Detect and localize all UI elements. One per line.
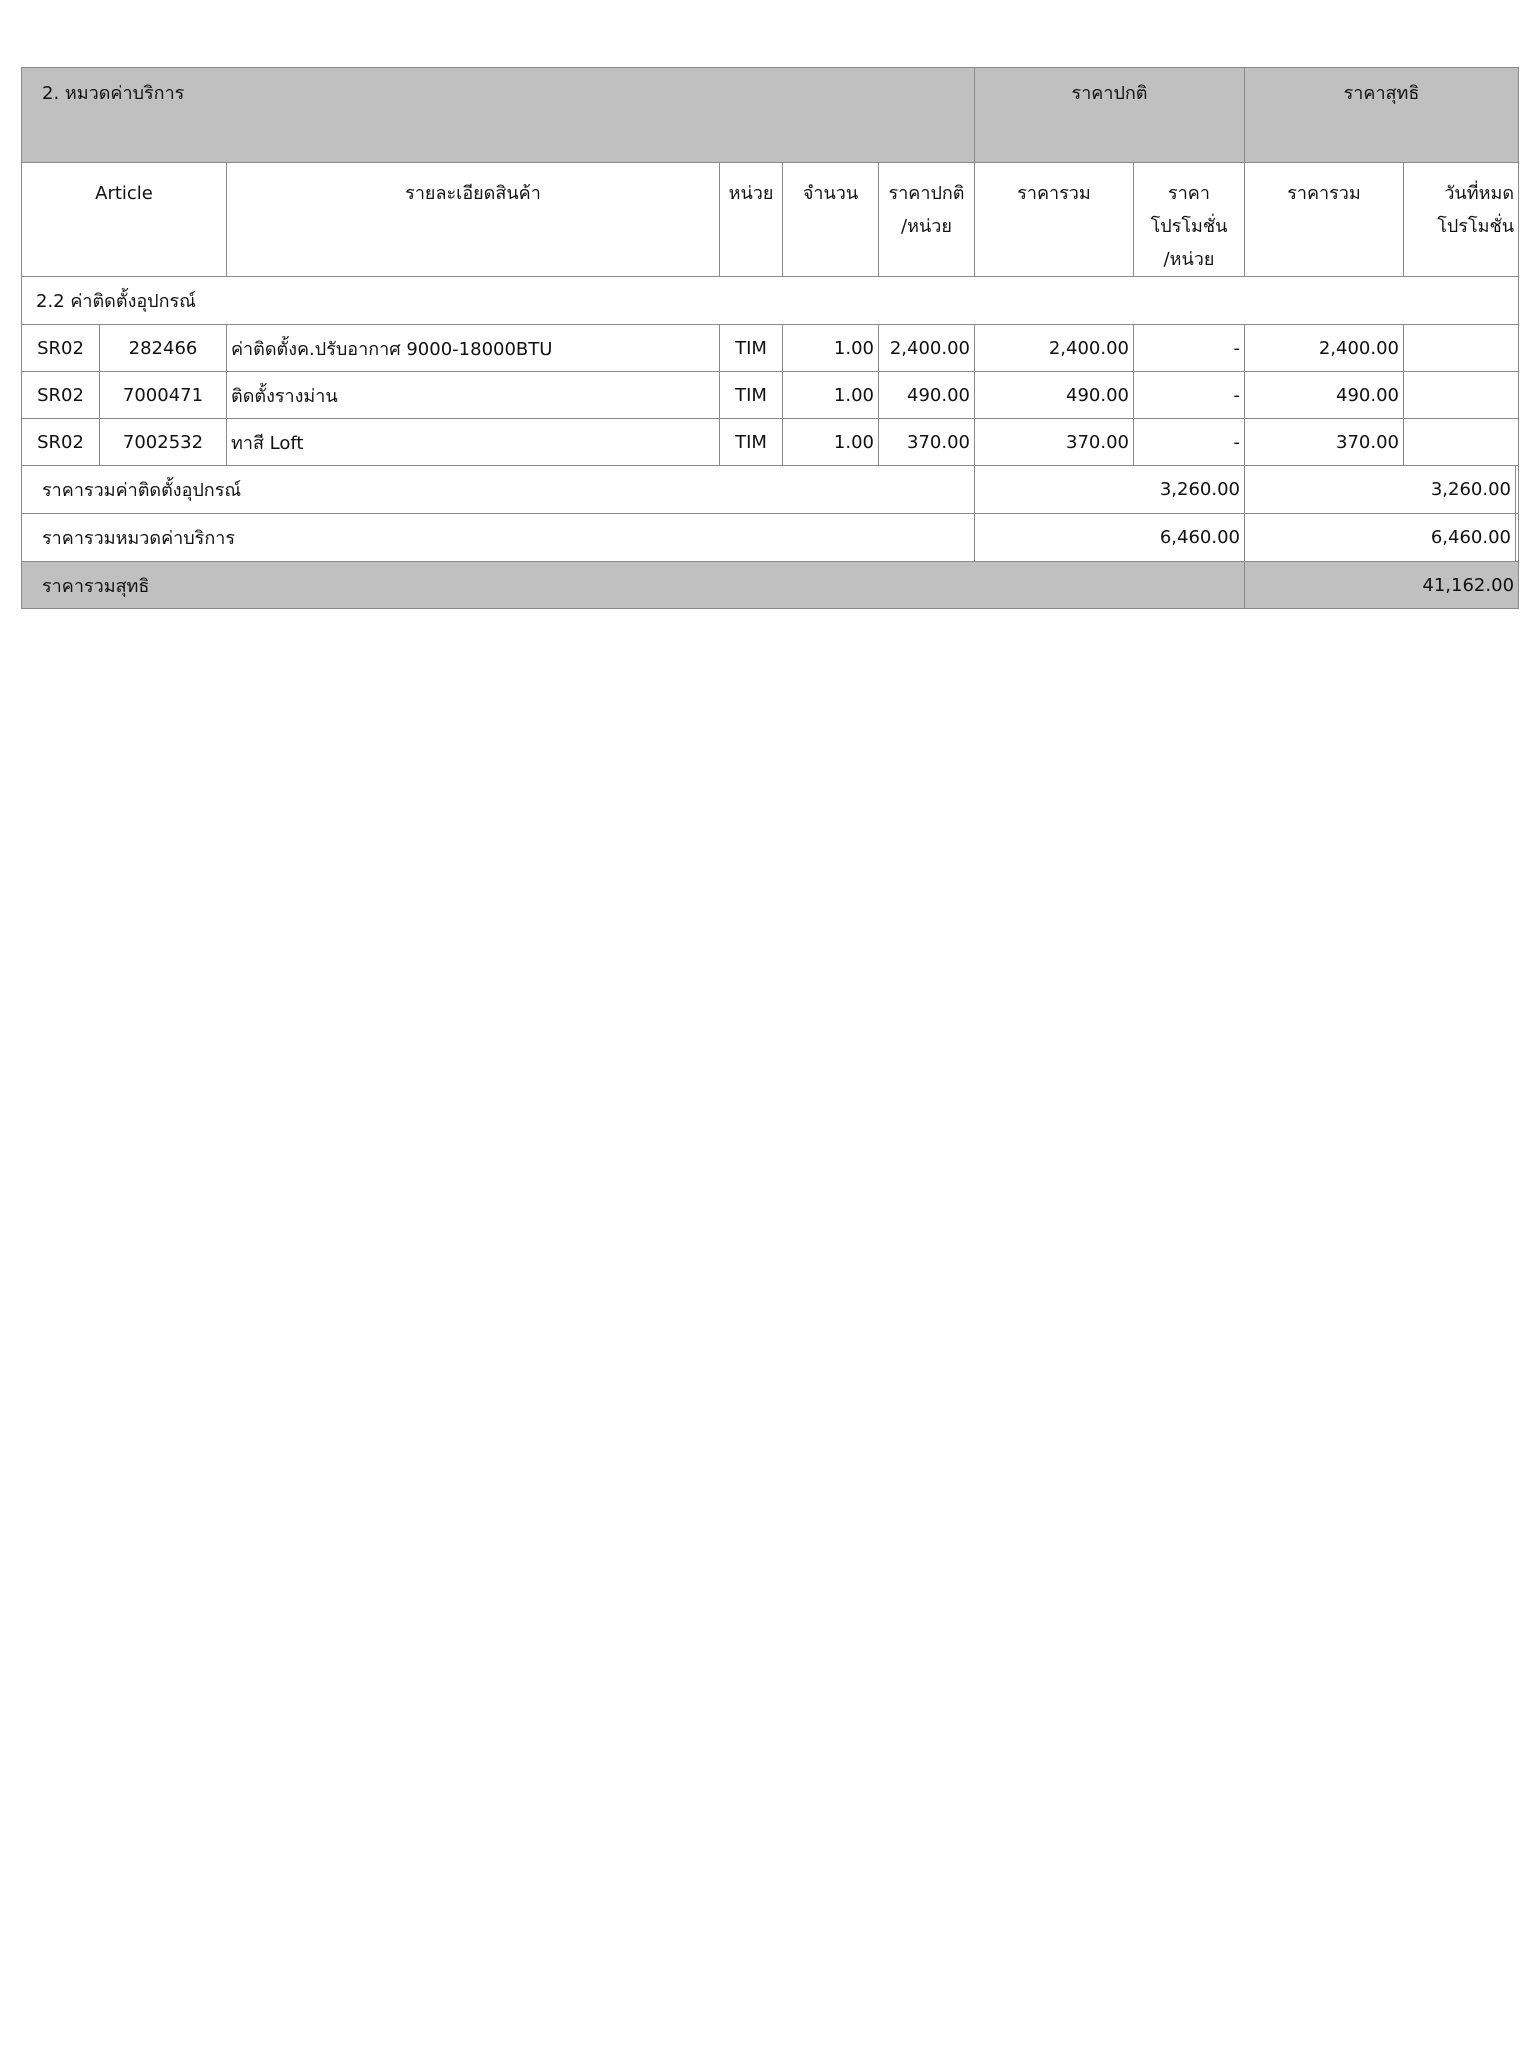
item-total: 370.00 bbox=[975, 419, 1134, 466]
subtotal-services-net-value: 6,460.00 bbox=[1430, 527, 1511, 548]
item-quantity: 1.00 bbox=[783, 419, 879, 466]
item-article: 7002532 bbox=[100, 419, 227, 466]
column-header-promo-end-line2: โปรโมชั่น bbox=[1437, 216, 1515, 237]
item-promo-price: - bbox=[1134, 325, 1245, 372]
item-total: 490.00 bbox=[975, 372, 1134, 419]
subtotal-installation-empty-cell bbox=[1515, 466, 1519, 513]
subtotal-installation-net-value: 3,260.00 bbox=[1430, 479, 1511, 500]
item-description: ติดตั้งรางม่าน bbox=[227, 372, 720, 419]
column-header-total: ราคารวม bbox=[975, 163, 1134, 277]
item-net-total: 2,400.00 bbox=[1245, 325, 1404, 372]
item-description: ทาสี Loft bbox=[227, 419, 720, 466]
item-unit: TIM bbox=[720, 419, 783, 466]
subtotal-services-empty-cell bbox=[1515, 514, 1519, 561]
column-header-promo-price-line2: โปรโมชั่น bbox=[1150, 216, 1228, 237]
item-promo-end bbox=[1404, 372, 1519, 419]
column-header-promo-price-line1: ราคา bbox=[1168, 183, 1210, 204]
subtotal-installation-net-total bbox=[1245, 466, 1519, 514]
service-charges-table bbox=[21, 67, 1519, 609]
section-title: 2. หมวดค่าบริการ bbox=[22, 68, 975, 163]
table-row bbox=[22, 419, 1519, 466]
table-row bbox=[22, 325, 1519, 372]
column-header-quantity: จำนวน bbox=[783, 163, 879, 277]
grand-total-value: 41,162.00 bbox=[1245, 562, 1519, 609]
item-promo-price: - bbox=[1134, 372, 1245, 419]
section-header-row bbox=[22, 68, 1519, 163]
column-header-description: รายละเอียดสินค้า bbox=[227, 163, 720, 277]
column-header-promo-end bbox=[1404, 163, 1519, 277]
net-price-group-header: ราคาสุทธิ bbox=[1245, 68, 1519, 163]
item-unit-price: 490.00 bbox=[879, 372, 975, 419]
normal-price-group-header: ราคาปกติ bbox=[975, 68, 1245, 163]
column-header-unit-price-line2: /หน่วย bbox=[901, 216, 952, 237]
item-quantity: 1.00 bbox=[783, 325, 879, 372]
item-description: ค่าติดตั้งค.ปรับอากาศ 9000-18000BTU bbox=[227, 325, 720, 372]
column-header-promo-price bbox=[1134, 163, 1245, 277]
subtotal-services-net-total bbox=[1245, 514, 1519, 562]
item-net-total: 490.00 bbox=[1245, 372, 1404, 419]
column-header-article: Article bbox=[22, 163, 227, 277]
column-header-net-total: ราคารวม bbox=[1245, 163, 1404, 277]
subtotal-installation-total: 3,260.00 bbox=[975, 466, 1245, 514]
item-code: SR02 bbox=[22, 372, 100, 419]
item-net-total: 370.00 bbox=[1245, 419, 1404, 466]
item-promo-end bbox=[1404, 325, 1519, 372]
quotation-sheet bbox=[21, 67, 1518, 609]
column-header-promo-end-line1: วันที่หมด bbox=[1444, 183, 1515, 204]
item-total: 2,400.00 bbox=[975, 325, 1134, 372]
subtotal-installation-row bbox=[22, 466, 1519, 514]
item-code: SR02 bbox=[22, 325, 100, 372]
column-header-unit: หน่วย bbox=[720, 163, 783, 277]
subtotal-services-total: 6,460.00 bbox=[975, 514, 1245, 562]
item-unit-price: 370.00 bbox=[879, 419, 975, 466]
column-header-promo-price-line3: /หน่วย bbox=[1163, 249, 1215, 270]
item-quantity: 1.00 bbox=[783, 372, 879, 419]
column-header-unit-price-line1: ราคาปกติ bbox=[888, 183, 965, 204]
grand-total-row bbox=[22, 562, 1519, 609]
item-unit: TIM bbox=[720, 325, 783, 372]
table-row bbox=[22, 372, 1519, 419]
item-unit: TIM bbox=[720, 372, 783, 419]
subsection-row bbox=[22, 277, 1519, 325]
subsection-title: 2.2 ค่าติดตั้งอุปกรณ์ bbox=[22, 277, 1519, 325]
subtotal-services-label: ราคารวมหมวดค่าบริการ bbox=[22, 514, 975, 562]
grand-total-label: ราคารวมสุทธิ bbox=[22, 562, 1245, 609]
item-promo-end bbox=[1404, 419, 1519, 466]
item-unit-price: 2,400.00 bbox=[879, 325, 975, 372]
column-header-unit-price bbox=[879, 163, 975, 277]
subtotal-installation-label: ราคารวมค่าติดตั้งอุปกรณ์ bbox=[22, 466, 975, 514]
item-code: SR02 bbox=[22, 419, 100, 466]
item-promo-price: - bbox=[1134, 419, 1245, 466]
column-header-row bbox=[22, 163, 1519, 277]
item-article: 7000471 bbox=[100, 372, 227, 419]
item-article: 282466 bbox=[100, 325, 227, 372]
subtotal-services-row bbox=[22, 514, 1519, 562]
